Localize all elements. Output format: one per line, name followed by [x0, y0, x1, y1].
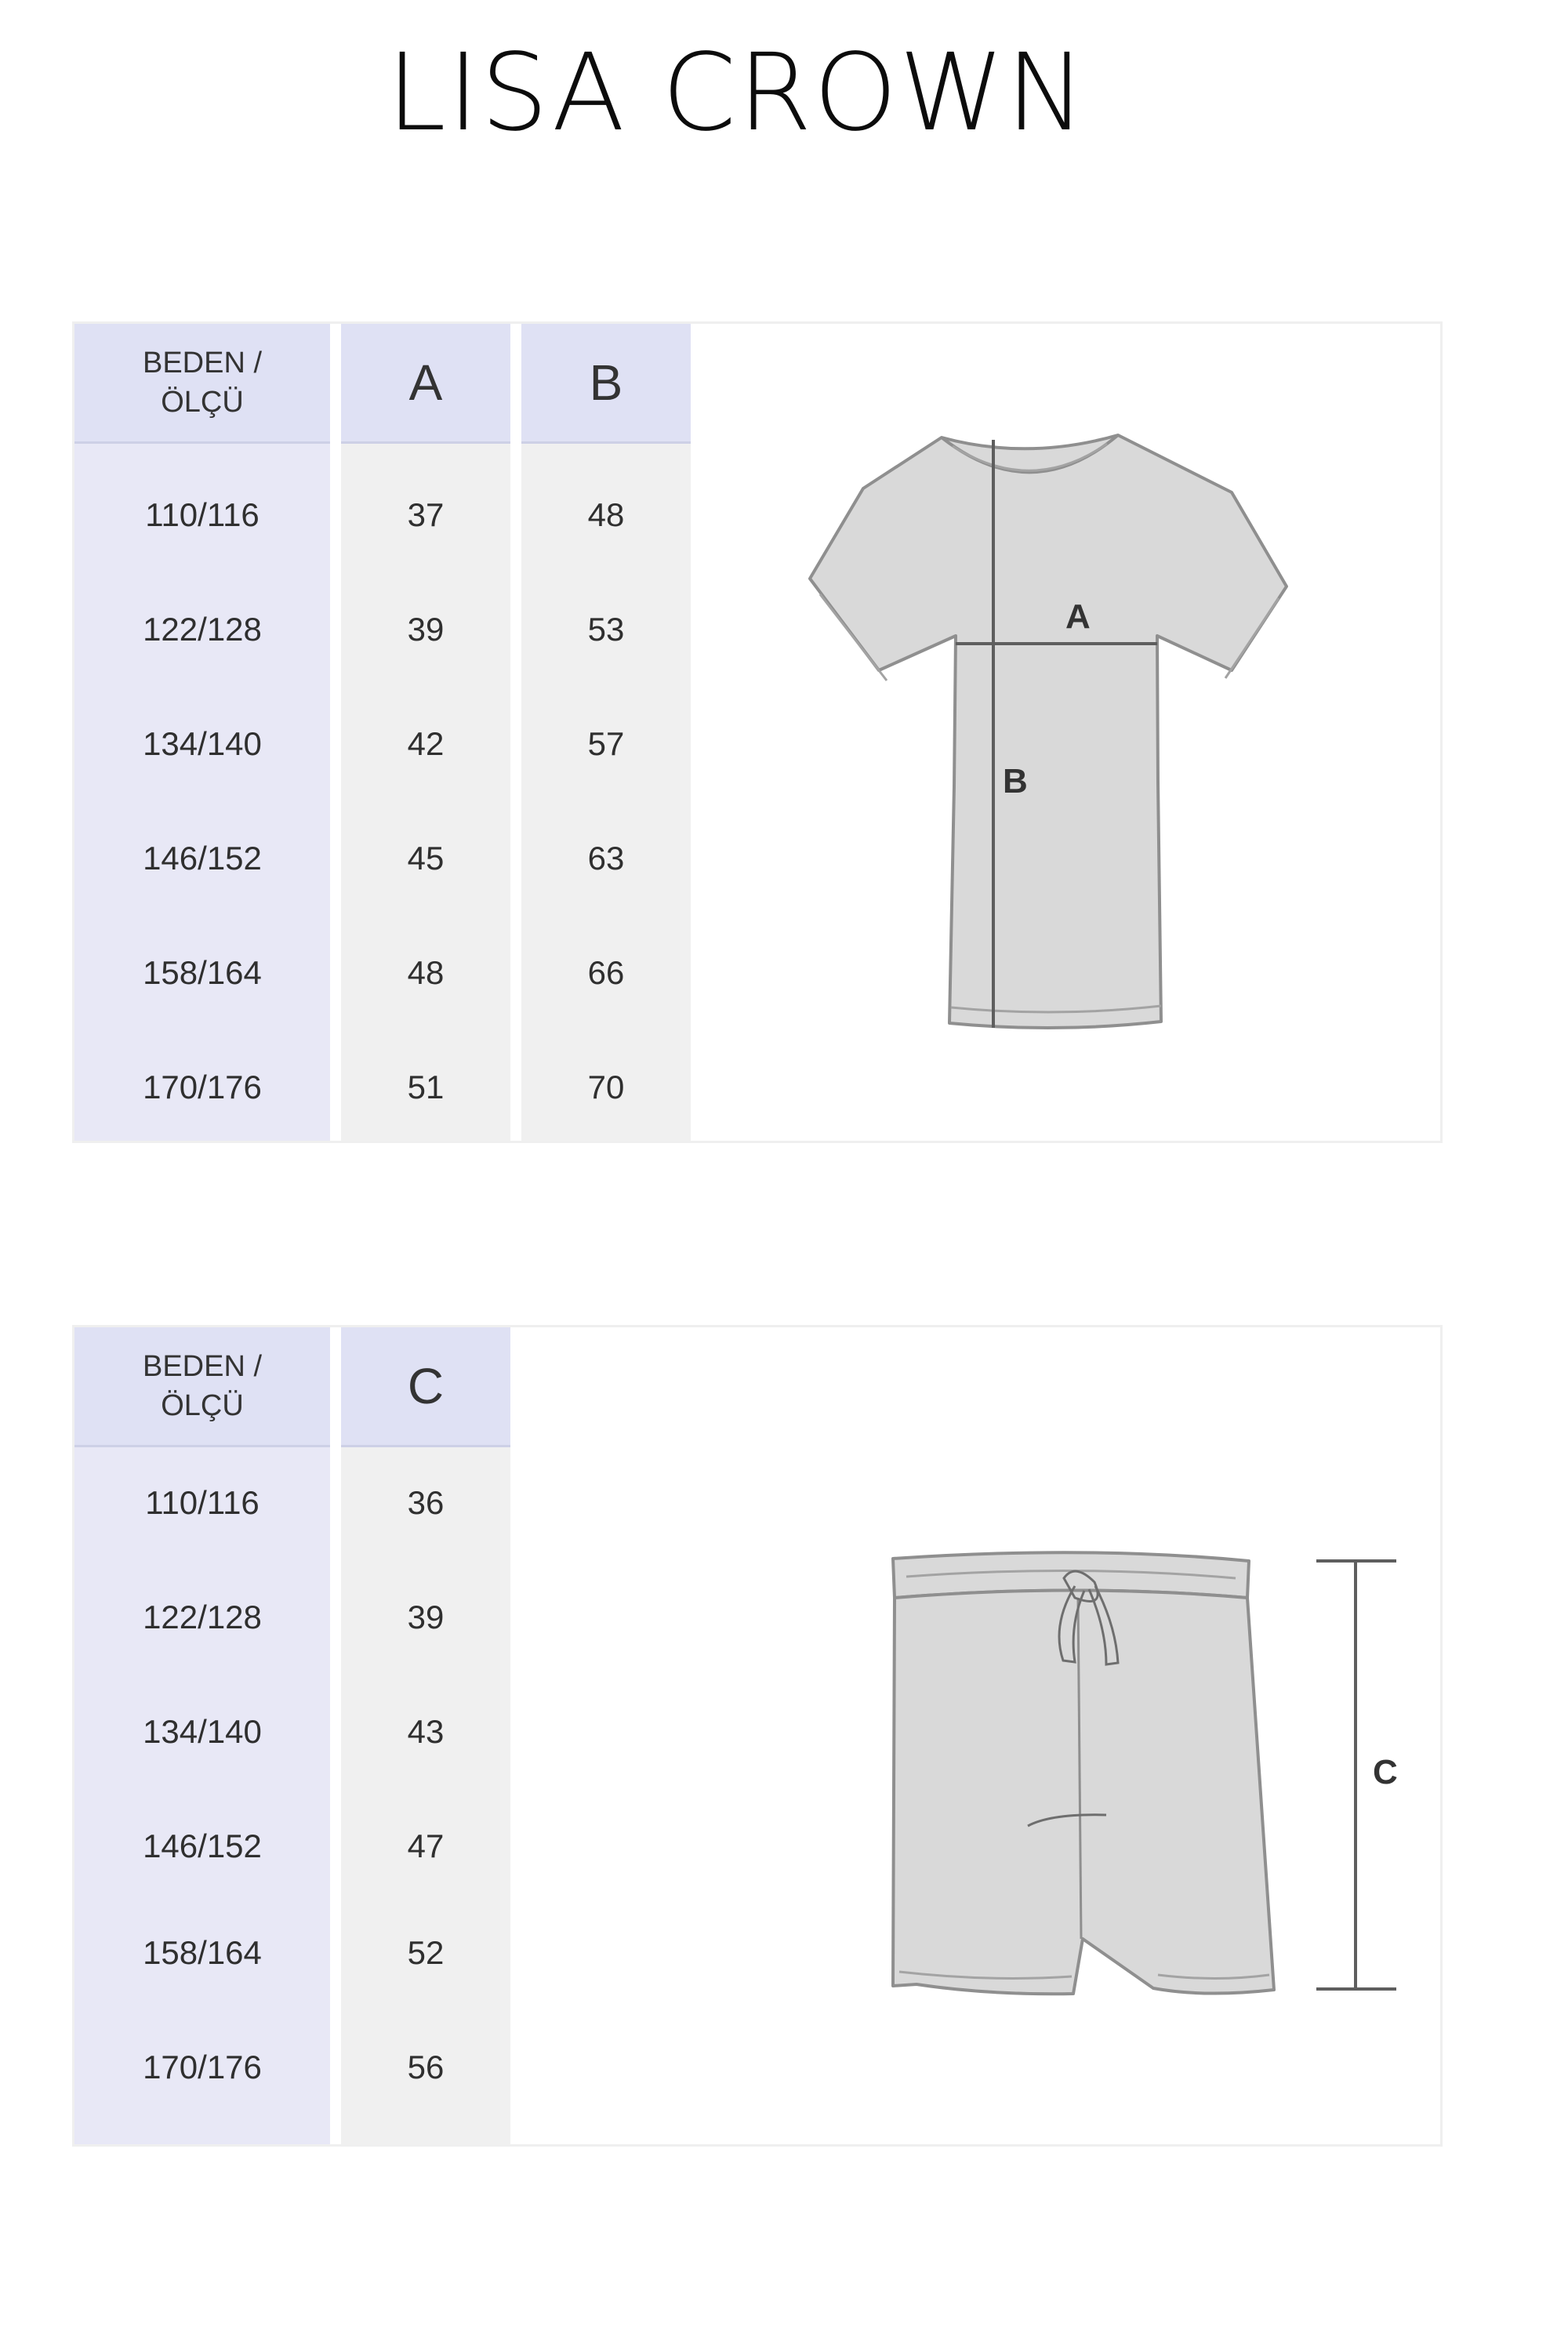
- size-header: [74, 324, 330, 441]
- measure-c-header: C: [341, 1327, 510, 1445]
- size-header: [74, 1327, 330, 1445]
- value-cell: 36: [407, 1484, 445, 1521]
- shorts-icon: [510, 1327, 1440, 2144]
- size-header-line1: BEDEN /: [142, 347, 263, 379]
- size-header-line1: BEDEN /: [142, 1350, 263, 1383]
- dimension-c-label: C: [1373, 1753, 1398, 1791]
- value-cell: 45: [407, 840, 445, 877]
- value-cell: 48: [407, 954, 445, 991]
- dimension-a-label: A: [1065, 597, 1091, 636]
- value-cell: 47: [407, 1828, 445, 1864]
- value-cell: 53: [587, 611, 625, 648]
- value-cell: 37: [407, 496, 445, 533]
- size-cell: 134/140: [143, 1713, 262, 1750]
- value-cell: 66: [587, 954, 625, 991]
- size-cell: 170/176: [143, 2049, 262, 2085]
- size-cell: 122/128: [143, 611, 262, 648]
- size-cell: 158/164: [143, 1934, 262, 1971]
- tshirt-size-chart: [72, 321, 1443, 1143]
- size-cell: 110/116: [145, 1484, 260, 1521]
- dimension-b-label: B: [1003, 762, 1028, 800]
- value-cell: 39: [407, 611, 445, 648]
- size-cell: 122/128: [143, 1599, 262, 1635]
- size-cell: 170/176: [143, 1069, 262, 1105]
- value-cell: 48: [587, 496, 625, 533]
- measure-b-header: B: [521, 324, 691, 441]
- value-cell: 39: [407, 1599, 445, 1635]
- size-cell: 110/116: [145, 496, 260, 533]
- value-cell: 56: [407, 2049, 445, 2085]
- value-cell: 52: [407, 1934, 445, 1971]
- measure-a-header: A: [341, 324, 510, 441]
- value-cell: 63: [587, 840, 625, 877]
- measure-c-column: [341, 1327, 510, 2144]
- shorts-diagram: [510, 1327, 1440, 2144]
- value-cell: 57: [587, 725, 625, 762]
- tshirt-diagram: [691, 324, 1440, 1141]
- size-cell: 146/152: [143, 1828, 262, 1864]
- size-column: [74, 324, 330, 1141]
- size-cell: 134/140: [143, 725, 262, 762]
- shorts-size-chart: [72, 1325, 1443, 2147]
- value-cell: 70: [587, 1069, 625, 1105]
- size-header-line2: ÖLÇÜ: [161, 386, 244, 419]
- value-cell: 51: [407, 1069, 445, 1105]
- tshirt-icon: [691, 324, 1440, 1141]
- size-header-line2: ÖLÇÜ: [161, 1389, 244, 1422]
- size-cell: 158/164: [143, 954, 262, 991]
- measure-b-column: [521, 324, 691, 1141]
- size-cell: 146/152: [143, 840, 262, 877]
- measure-a-column: [341, 324, 510, 1141]
- value-cell: 43: [407, 1713, 445, 1750]
- brand-title: LISA CROWN: [387, 31, 1087, 155]
- value-cell: 42: [407, 725, 445, 762]
- size-column: [74, 1327, 330, 2144]
